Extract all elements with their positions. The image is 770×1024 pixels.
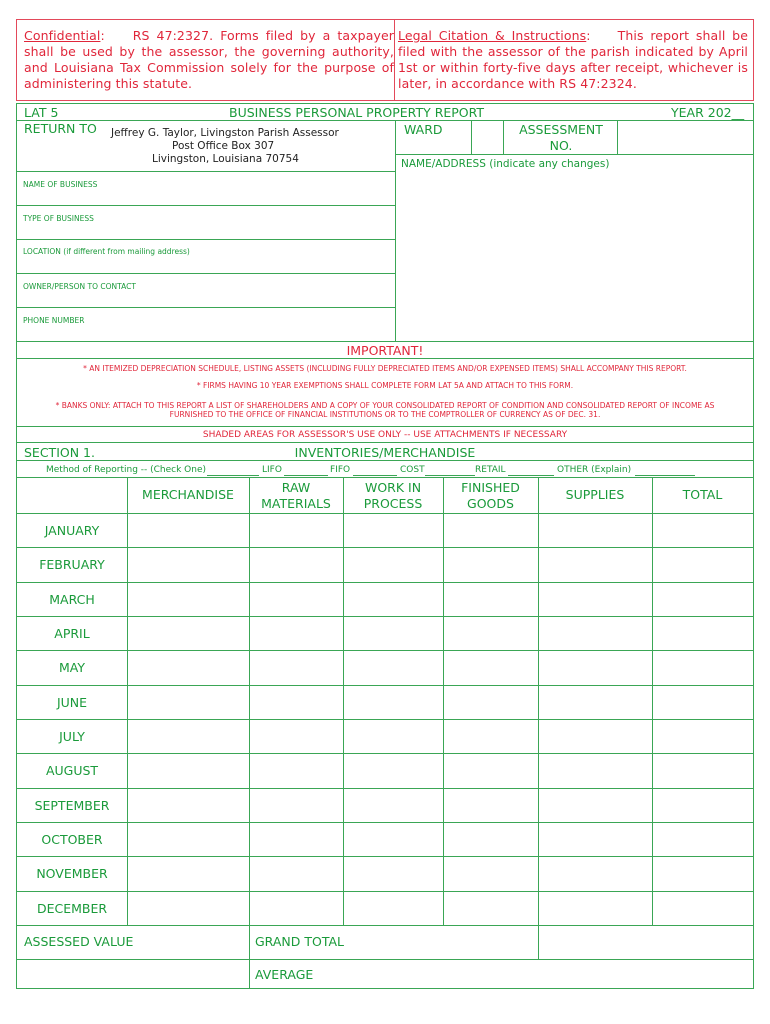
- month-label-april: APRIL: [54, 626, 90, 641]
- owner-contact-label: OWNER/PERSON TO CONTACT: [23, 282, 136, 291]
- important-title: IMPORTANT!: [346, 343, 424, 358]
- month-label-september: SEPTEMBER: [34, 798, 110, 813]
- cell-october-total[interactable]: [653, 823, 753, 856]
- cell-november-raw-materials[interactable]: [250, 857, 343, 890]
- cell-september-total[interactable]: [653, 789, 753, 822]
- location-input[interactable]: [17, 240, 395, 273]
- cell-august-finished-goods[interactable]: [444, 754, 538, 787]
- cell-march-work-in-process[interactable]: [344, 583, 443, 616]
- col-raw-1: RAW: [281, 480, 311, 495]
- cell-march-supplies[interactable]: [539, 583, 652, 616]
- cell-december-finished-goods[interactable]: [444, 892, 538, 925]
- cell-november-work-in-process[interactable]: [344, 857, 443, 890]
- form-code: LAT 5: [24, 105, 59, 120]
- method-other[interactable]: OTHER (Explain): [557, 465, 632, 475]
- cell-october-merchandise[interactable]: [128, 823, 249, 856]
- cell-july-raw-materials[interactable]: [250, 720, 343, 753]
- cell-november-supplies[interactable]: [539, 857, 652, 890]
- cell-december-supplies[interactable]: [539, 892, 652, 925]
- method-cost[interactable]: COST: [400, 465, 425, 475]
- method-lifo[interactable]: LIFO: [262, 465, 282, 475]
- cell-february-total[interactable]: [653, 548, 753, 581]
- cell-april-finished-goods[interactable]: [444, 617, 538, 650]
- cell-may-supplies[interactable]: [539, 651, 652, 684]
- cell-december-merchandise[interactable]: [128, 892, 249, 925]
- cell-march-merchandise[interactable]: [128, 583, 249, 616]
- cell-january-raw-materials[interactable]: [250, 514, 343, 547]
- cell-april-total[interactable]: [653, 617, 753, 650]
- cell-august-supplies[interactable]: [539, 754, 652, 787]
- cell-january-merchandise[interactable]: [128, 514, 249, 547]
- assessor-po-box: Post Office Box 307: [172, 140, 275, 152]
- confidential-text-block: Confidential: RS 47:2327. Forms filed by a taxpayer shall be used by the assessor, the governing authority, and Louisiana Tax Commission solely for the purpose of administering this statute.: [24, 28, 394, 91]
- cell-june-supplies[interactable]: [539, 686, 652, 719]
- business-type-label: TYPE OF BUSINESS: [23, 214, 94, 223]
- cell-october-raw-materials[interactable]: [250, 823, 343, 856]
- cell-december-work-in-process[interactable]: [344, 892, 443, 925]
- month-label-may: MAY: [58, 660, 85, 675]
- location-label: LOCATION (if different from mailing address): [23, 247, 190, 256]
- month-label-august: AUGUST: [45, 763, 99, 778]
- cell-january-finished-goods[interactable]: [444, 514, 538, 547]
- cell-december-total[interactable]: [653, 892, 753, 925]
- cell-may-total[interactable]: [653, 651, 753, 684]
- name-address-input[interactable]: [396, 174, 753, 341]
- assessment-no-label: NO.: [549, 138, 573, 153]
- col-merchandise: MERCHANDISE: [142, 487, 234, 502]
- ward-label: WARD: [404, 122, 443, 137]
- business-name-input[interactable]: [17, 172, 395, 205]
- important-note-banks-1: * BANKS ONLY: ATTACH TO THIS REPORT A LIST OF SHAREHOLDERS AND A COPY OF YOUR CONSOLIDATED REPORT OF CONDITION AND CONSOLIDATED REPORT OF INCOME AS: [55, 401, 715, 410]
- month-label-december: DECEMBER: [36, 901, 108, 916]
- cell-june-work-in-process[interactable]: [344, 686, 443, 719]
- col-finished-2: GOODS: [467, 496, 514, 511]
- cell-july-finished-goods[interactable]: [444, 720, 538, 753]
- month-label-february: FEBRUARY: [39, 557, 105, 572]
- cell-june-finished-goods[interactable]: [444, 686, 538, 719]
- col-wip-1: WORK IN: [364, 480, 422, 495]
- return-to-label: RETURN TO: [24, 121, 97, 136]
- cell-july-total[interactable]: [653, 720, 753, 753]
- legal-citation-text: This report shall be filed with the assessor of the parish indicated by April 1st or within forty-five days after receipt, whichever is later, in accordance with RS 47:2324.: [398, 28, 748, 91]
- cell-october-supplies[interactable]: [539, 823, 652, 856]
- owner-contact-input[interactable]: [17, 274, 395, 307]
- cell-september-work-in-process[interactable]: [344, 789, 443, 822]
- cell-february-finished-goods[interactable]: [444, 548, 538, 581]
- month-label-june: JUNE: [56, 695, 88, 710]
- col-supplies: SUPPLIES: [565, 487, 625, 502]
- assessor-name: Jeffrey G. Taylor, Livingston Parish Assessor: [111, 127, 339, 139]
- section-title: INVENTORIES/MERCHANDISE: [294, 445, 476, 460]
- cell-august-total[interactable]: [653, 754, 753, 787]
- month-label-march: MARCH: [49, 592, 95, 607]
- month-label-january: JANUARY: [44, 523, 100, 538]
- grand-total-input[interactable]: [539, 926, 752, 959]
- cell-september-merchandise[interactable]: [128, 789, 249, 822]
- cell-march-total[interactable]: [653, 583, 753, 616]
- grand-total-label: GRAND TOTAL: [255, 934, 345, 949]
- cell-april-raw-materials[interactable]: [250, 617, 343, 650]
- form-title: BUSINESS PERSONAL PROPERTY REPORT: [229, 105, 485, 120]
- name-address-label: NAME/ADDRESS (indicate any changes): [401, 158, 610, 170]
- cell-september-supplies[interactable]: [539, 789, 652, 822]
- confidential-label: Confidential: [24, 28, 101, 43]
- cell-february-merchandise[interactable]: [128, 548, 249, 581]
- cell-august-work-in-process[interactable]: [344, 754, 443, 787]
- cell-september-finished-goods[interactable]: [444, 789, 538, 822]
- confidential-text: RS 47:2327. Forms filed by a taxpayer shall be used by the assessor, the governing authority, and Louisiana Tax Commission solely for the purpose of administering this statute.: [24, 28, 394, 91]
- section-label: SECTION 1.: [24, 445, 95, 460]
- business-type-input[interactable]: [17, 206, 395, 239]
- shaded-areas-note: SHADED AREAS FOR ASSESSOR'S USE ONLY -- USE ATTACHMENTS IF NECESSARY: [202, 430, 568, 440]
- cell-january-supplies[interactable]: [539, 514, 652, 547]
- cell-june-total[interactable]: [653, 686, 753, 719]
- report-year: YEAR 202__: [671, 105, 745, 120]
- assessment-label: ASSESSMENT: [519, 122, 603, 137]
- cell-november-merchandise[interactable]: [128, 857, 249, 890]
- col-wip-2: PROCESS: [363, 496, 423, 511]
- cell-april-work-in-process[interactable]: [344, 617, 443, 650]
- business-personal-property-form: [16, 103, 754, 989]
- cell-may-finished-goods[interactable]: [444, 651, 538, 684]
- cell-november-finished-goods[interactable]: [444, 857, 538, 890]
- cell-april-merchandise[interactable]: [128, 617, 249, 650]
- legal-citation-block: Legal Citation & Instructions: This report shall be filed with the assessor of the parish indicated by April 1st or within forty-five days after receipt, whichever is later, in accordance with RS 47:2324.: [398, 28, 748, 91]
- ward-input[interactable]: [472, 121, 503, 154]
- method-retail[interactable]: RETAIL: [475, 465, 506, 475]
- cell-september-raw-materials[interactable]: [250, 789, 343, 822]
- assessed-value-label: ASSESSED VALUE: [24, 934, 134, 949]
- cell-february-raw-materials[interactable]: [250, 548, 343, 581]
- month-label-july: JULY: [59, 729, 85, 744]
- col-total: TOTAL: [682, 487, 723, 502]
- cell-june-merchandise[interactable]: [128, 686, 249, 719]
- cell-july-work-in-process[interactable]: [344, 720, 443, 753]
- method-of-reporting-label: Method of Reporting -- (Check One): [46, 465, 207, 475]
- assessment-no-input[interactable]: [618, 121, 753, 154]
- cell-may-work-in-process[interactable]: [344, 651, 443, 684]
- important-note-depreciation: * AN ITEMIZED DEPRECIATION SCHEDULE, LISTING ASSETS (INCLUDING FULLY DEPRECIATED ITEMS AND/OR EXPENSED ITEMS) SHALL ACCOMPANY THIS REPORT.: [83, 364, 687, 373]
- important-note-banks-2: FURNISHED TO THE OFFICE OF FINANCIAL INSTITUTIONS OR TO THE COMPTROLLER OF CURRENCY AS OF DEC. 31.: [169, 410, 601, 419]
- assessed-value-input[interactable]: [18, 960, 248, 989]
- month-label-november: NOVEMBER: [36, 866, 108, 881]
- cell-april-supplies[interactable]: [539, 617, 652, 650]
- cell-october-finished-goods[interactable]: [444, 823, 538, 856]
- col-finished-1: FINISHED: [461, 480, 520, 495]
- cell-december-raw-materials[interactable]: [250, 892, 343, 925]
- method-fifo[interactable]: FIFO: [330, 465, 351, 475]
- confidentiality-notice: [16, 19, 754, 101]
- cell-may-raw-materials[interactable]: [250, 651, 343, 684]
- cell-august-raw-materials[interactable]: [250, 754, 343, 787]
- cell-march-finished-goods[interactable]: [444, 583, 538, 616]
- cell-january-total[interactable]: [653, 514, 753, 547]
- month-label-october: OCTOBER: [41, 832, 103, 847]
- cell-july-merchandise[interactable]: [128, 720, 249, 753]
- cell-february-work-in-process[interactable]: [344, 548, 443, 581]
- cell-may-merchandise[interactable]: [128, 651, 249, 684]
- cell-november-total[interactable]: [653, 857, 753, 890]
- cell-october-work-in-process[interactable]: [344, 823, 443, 856]
- legal-citation-label: Legal Citation & Instructions: [398, 28, 587, 43]
- assessor-city: Livingston, Louisiana 70754: [152, 153, 299, 165]
- important-note-exemptions: * FIRMS HAVING 10 YEAR EXEMPTIONS SHALL COMPLETE FORM LAT 5A AND ATTACH TO THIS FORM.: [196, 381, 574, 390]
- cell-july-supplies[interactable]: [539, 720, 652, 753]
- business-name-label: NAME OF BUSINESS: [23, 180, 98, 189]
- cell-march-raw-materials[interactable]: [250, 583, 343, 616]
- average-input[interactable]: [539, 960, 752, 989]
- cell-august-merchandise[interactable]: [128, 754, 249, 787]
- cell-june-raw-materials[interactable]: [250, 686, 343, 719]
- col-raw-2: MATERIALS: [261, 496, 331, 511]
- cell-january-work-in-process[interactable]: [344, 514, 443, 547]
- cell-february-supplies[interactable]: [539, 548, 652, 581]
- phone-number-label: PHONE NUMBER: [23, 316, 85, 325]
- average-label: AVERAGE: [255, 967, 314, 982]
- phone-number-input[interactable]: [17, 308, 395, 341]
